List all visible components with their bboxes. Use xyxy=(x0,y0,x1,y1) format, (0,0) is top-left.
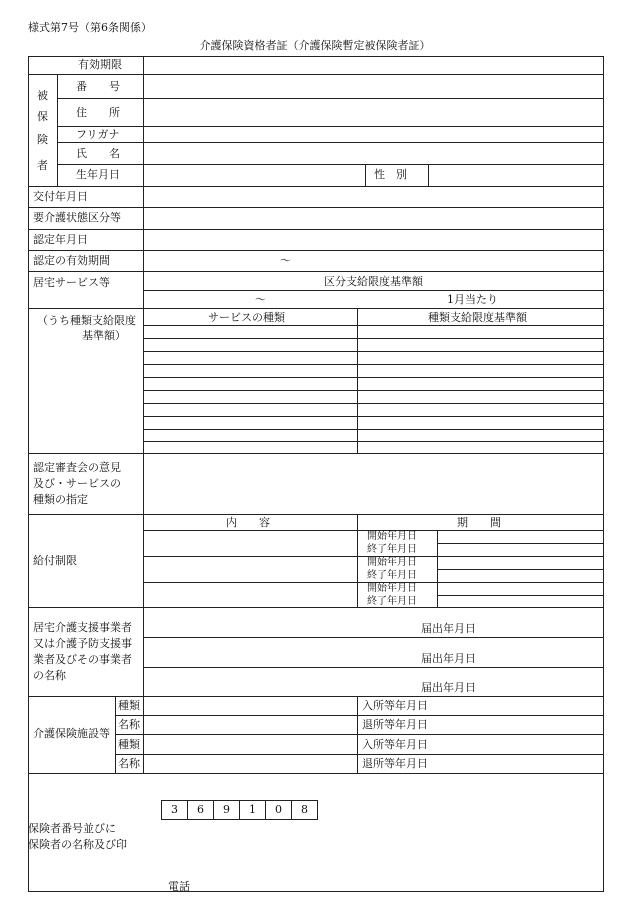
issue-date-label: 交付年月日 xyxy=(33,190,88,203)
rule xyxy=(437,595,604,596)
rule xyxy=(437,530,438,607)
insurer-number-digit: 1 xyxy=(239,800,266,820)
benefit-limit-label: 給付制限 xyxy=(33,554,77,567)
rule xyxy=(365,164,366,186)
support-provider-1: 居宅介護支援事業者 xyxy=(33,621,132,634)
facility-kind-1: 種類 xyxy=(118,699,140,712)
start-date-label-1: 開始年月日 xyxy=(367,531,417,542)
rule xyxy=(57,98,604,99)
start-date-label-2: 開始年月日 xyxy=(367,557,417,568)
validity-label: 有効期限 xyxy=(78,58,122,71)
insured-char-2: 保 xyxy=(37,110,48,123)
rule xyxy=(143,416,604,417)
rule xyxy=(357,514,358,607)
notification-date-3: 届出年月日 xyxy=(421,681,476,694)
start-date-label-3: 開始年月日 xyxy=(367,583,417,594)
phone-label: 電話 xyxy=(168,880,190,893)
rule xyxy=(143,56,144,773)
service-tilde: ～ xyxy=(255,293,266,306)
form-title: 介護保険資格者証（介護保険暫定被保険者証） xyxy=(199,39,431,52)
address-label: 住 所 xyxy=(76,106,120,119)
care-level-label: 要介護状態区分等 xyxy=(33,211,121,224)
insured-char-3: 険 xyxy=(37,133,48,146)
support-provider-4: の名称 xyxy=(33,669,66,682)
rule xyxy=(115,754,604,755)
rule xyxy=(357,308,358,453)
rule xyxy=(437,569,604,570)
form-number: 様式第7号（第6条関係） xyxy=(28,21,152,34)
rule xyxy=(57,74,58,186)
insurer-number-digit: 0 xyxy=(265,800,292,820)
rule xyxy=(428,164,429,186)
rule xyxy=(57,126,604,127)
facility-kind-2: 種類 xyxy=(118,738,140,751)
insurer-number-digit: 8 xyxy=(291,800,318,820)
rule xyxy=(28,74,604,75)
rule xyxy=(28,773,604,774)
certification-period-label: 認定の有効期間 xyxy=(33,254,110,267)
end-date-label-1: 終了年月日 xyxy=(367,544,417,555)
rule xyxy=(28,308,604,309)
rule xyxy=(115,696,116,773)
rule xyxy=(143,351,604,352)
rule xyxy=(28,607,604,608)
facility-name-1: 名称 xyxy=(118,718,140,731)
discharge-date-1: 退所等年月日 xyxy=(362,718,428,731)
facility-label: 介護保険施設等 xyxy=(33,727,110,740)
rule xyxy=(143,441,604,442)
end-date-label-2: 終了年月日 xyxy=(367,570,417,581)
insurer-number-digit: 6 xyxy=(187,800,214,820)
content-header: 内 容 xyxy=(226,516,270,529)
rule xyxy=(143,364,604,365)
rule xyxy=(143,290,604,291)
insured-char-4: 者 xyxy=(37,159,48,172)
admission-date-2: 入所等年月日 xyxy=(362,738,428,751)
discharge-date-2: 退所等年月日 xyxy=(362,757,428,770)
rule xyxy=(143,403,604,404)
rule xyxy=(143,667,604,668)
rule xyxy=(143,429,604,430)
rule xyxy=(437,543,604,544)
rule xyxy=(115,715,604,716)
insurer-number-digit: 9 xyxy=(213,800,240,820)
type-limit-header: 種類支給限度基準額 xyxy=(428,311,527,324)
service-type-header: サービスの種類 xyxy=(208,311,285,324)
support-provider-2: 又は介護予防支援事 xyxy=(33,637,132,650)
birthdate-label: 生年月日 xyxy=(76,168,120,181)
rule xyxy=(28,229,604,230)
committee-opinion-3: 種類の指定 xyxy=(33,493,88,506)
rule xyxy=(28,207,604,208)
rule xyxy=(143,637,604,638)
gender-label: 性 別 xyxy=(374,168,407,181)
rule xyxy=(143,338,604,339)
rule xyxy=(28,271,604,272)
insurer-label-2: 保険者の名称及び印 xyxy=(28,838,127,851)
admission-date-1: 入所等年月日 xyxy=(362,699,428,712)
certification-date-label: 認定年月日 xyxy=(33,233,88,246)
facility-name-2: 名称 xyxy=(118,757,140,770)
insurer-label-1: 保険者番号並びに xyxy=(28,822,116,835)
rule xyxy=(143,325,604,326)
rule xyxy=(57,142,604,143)
rule xyxy=(143,390,604,391)
rule xyxy=(57,164,604,165)
furigana-label: フリガナ xyxy=(76,128,120,141)
period-header: 期 間 xyxy=(457,516,501,529)
rule xyxy=(357,696,358,773)
insurer-number-digit: 3 xyxy=(161,800,188,820)
per-month-label: 1月当たり xyxy=(447,293,498,306)
rule xyxy=(28,186,604,187)
rule xyxy=(28,453,604,454)
notification-date-1: 届出年月日 xyxy=(421,622,476,635)
rule xyxy=(115,734,604,735)
committee-opinion-2: 及び・サービスの xyxy=(33,477,121,490)
notification-date-2: 届出年月日 xyxy=(421,652,476,665)
rule xyxy=(28,250,604,251)
name-label: 氏 名 xyxy=(76,147,120,160)
home-service-label: 居宅サービス等 xyxy=(33,276,110,289)
insured-char-1: 被 xyxy=(37,89,48,102)
limit-amount-label: 区分支給限度基準額 xyxy=(324,275,423,288)
type-limit-label-2: 基準額） xyxy=(82,329,126,342)
number-label: 番 号 xyxy=(76,80,120,93)
support-provider-3: 業者及びその事業者 xyxy=(33,653,132,666)
end-date-label-3: 終了年月日 xyxy=(367,596,417,607)
rule xyxy=(28,514,604,515)
type-limit-label-1: （うち種類支給限度 xyxy=(37,314,136,327)
committee-opinion-1: 認定審査会の意見 xyxy=(33,461,121,474)
rule xyxy=(143,377,604,378)
period-tilde: ～ xyxy=(280,254,291,267)
